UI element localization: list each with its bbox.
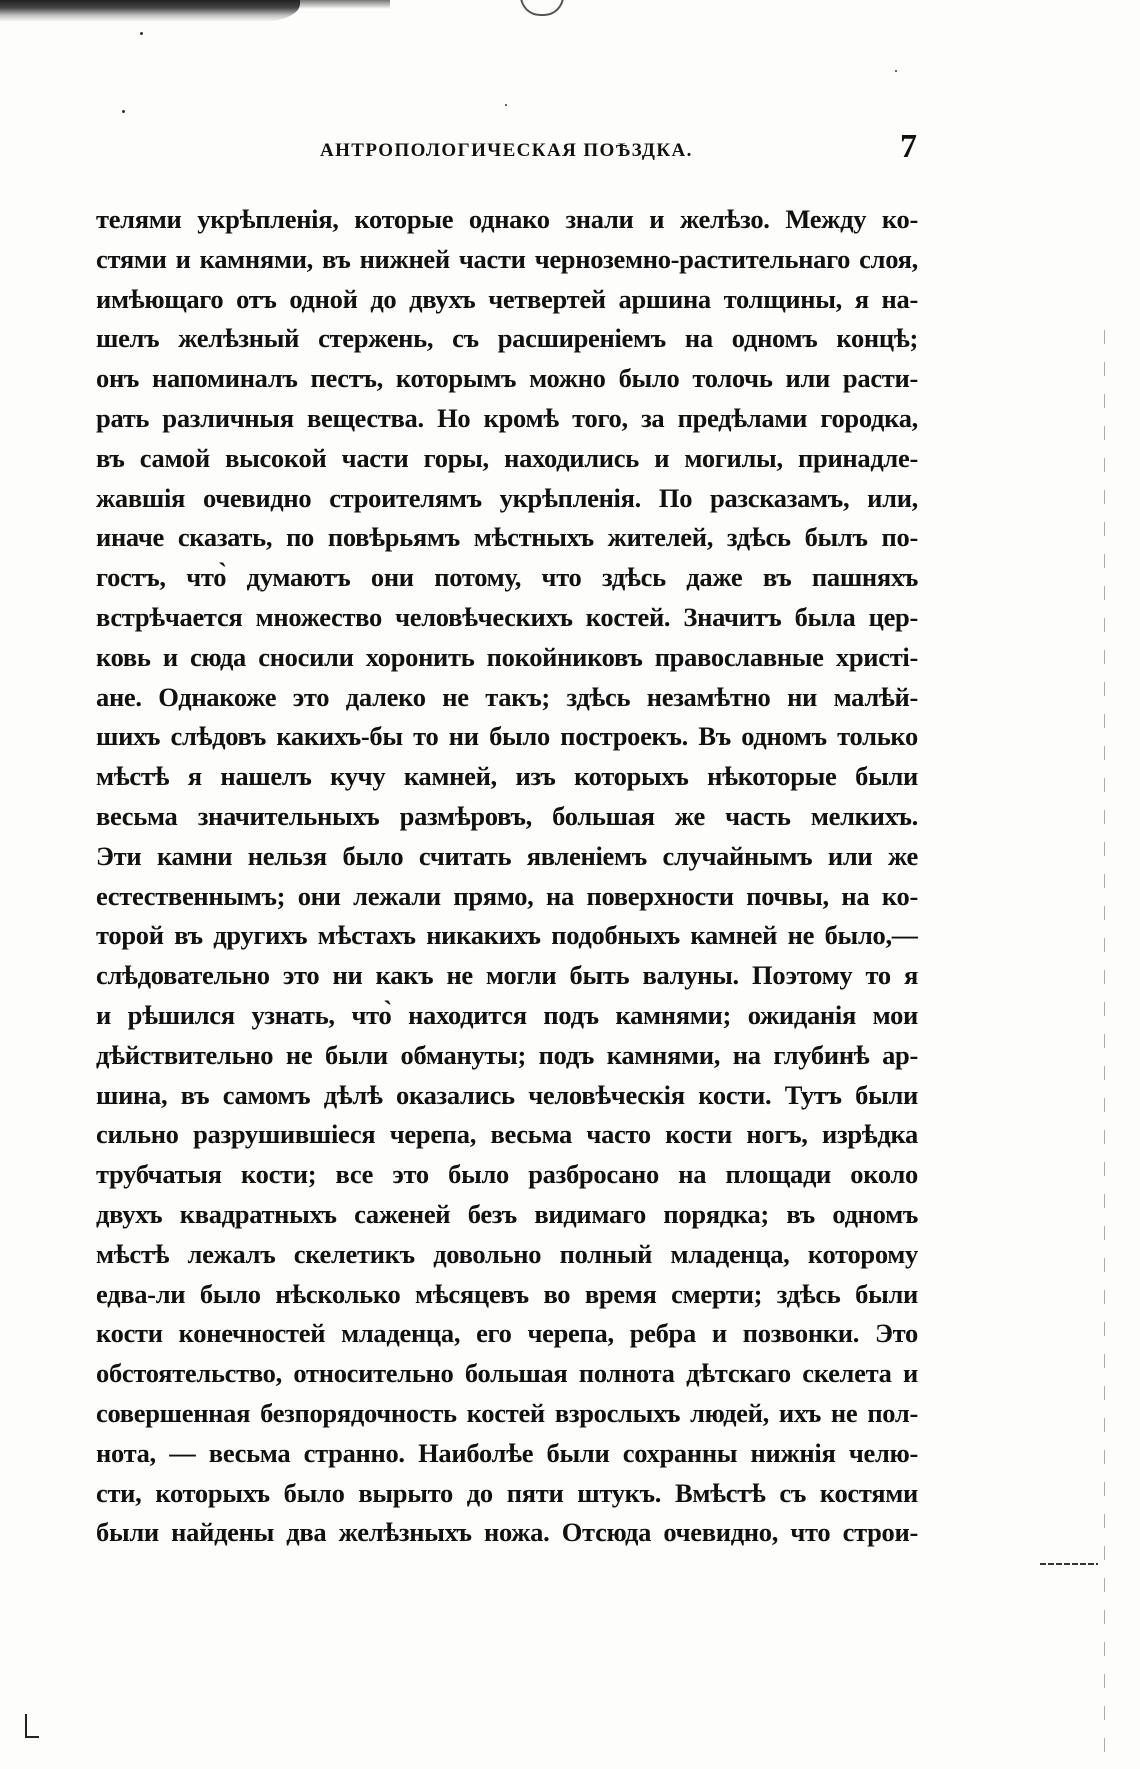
text-line: естественнымъ; они лежали прямо, на поверхности почвы, на ко- [96,880,918,911]
text-line: обстоятельство, относительно большая полнота дѣтскаго скелета и [96,1358,918,1389]
text-line: гостъ, что̀ думаютъ они потому, что здѣсь даже въ пашняхъ [96,562,918,593]
text-line: рать различныя вещества. Но кромѣ того, за предѣлами городка, [96,402,918,433]
text-line: телями укрѣпленія, которые однако знали и желѣзо. Между ко- [96,204,918,234]
text-line: онъ напоминалъ пестъ, которымъ можно было толочь или расти- [96,363,918,394]
text-line: двухъ квадратныхъ саженей безъ видимаго порядка; въ одномъ [96,1198,918,1229]
text-line: стями и камнями, въ нижней части черноземно-растительнаго слоя, [96,243,918,274]
scan-smudge [300,0,390,9]
text-line: торой въ другихъ мѣстахъ никакихъ подобныхъ камней не было,— [96,920,918,951]
text-line: мѣстѣ лежалъ скелетикъ довольно полный младенца, которому [96,1238,918,1269]
text-line: иначе сказать, по повѣрьямъ мѣстныхъ жителей, здѣсь былъ по- [96,522,918,553]
body-text [96,200,918,1553]
text-line: шихъ слѣдовъ какихъ-бы то ни было построекъ. Въ одномъ только [96,721,918,752]
running-head [90,126,920,170]
text-line: едва-ли было нѣсколько мѣсяцевъ во время смерти; здѣсь были [96,1278,918,1309]
scan-speck [505,104,507,106]
text-line: шина, въ самомъ дѣлѣ оказались человѣческія кости. Тутъ были [96,1079,918,1110]
scan-speck [895,70,897,72]
text-line: шелъ желѣзный стержень, съ расширеніемъ на одномъ концѣ; [96,323,918,354]
text-line: встрѣчается множество человѣческихъ костей. Значитъ была цер- [96,601,918,632]
scan-speck [140,32,143,35]
text-line: мѣстѣ я нашелъ кучу камней, изъ которыхъ нѣкоторые были [96,761,918,792]
text-line: сти, которыхъ было вырыто до пяти штукъ. Вмѣстѣ съ костями [96,1477,918,1508]
text-line: кости конечностей младенца, его черепа, ребра и позвонки. Это [96,1318,918,1349]
scan-smudge [0,0,300,22]
scan-speck [122,110,125,113]
text-line: ане. Однакоже это далеко не такъ; здѣсь незамѣтно ни малѣй- [96,681,918,712]
text-line: весьма значительныхъ размѣровъ, большая же часть мелкихъ. [96,800,918,831]
scan-dash [1040,1563,1098,1565]
text-line: въ самой высокой части горы, находились и могилы, принадле- [96,442,918,473]
scan-corner-mark [25,1714,39,1738]
text-line: совершенная безпорядочность костей взрослыхъ людей, ихъ не пол- [96,1397,918,1428]
text-line: нота, — весьма странно. Наиболѣе были сохранны нижнія челю- [96,1437,918,1468]
text-line: были найдены два желѣзныхъ ножа. Отсюда очевидно, что строи- [96,1517,918,1548]
text-line: и рѣшился узнать, что̀ находится подъ камнями; ожиданія мои [96,999,918,1030]
text-line: жавшія очевидно строителямъ укрѣпленія. По разсказамъ, или, [96,482,918,513]
text-line: слѣдовательно это ни какъ не могли быть валуны. Поэтому то я [96,960,918,991]
text-line: дѣйствительно не были обмануты; подъ камнями, на глубинѣ ар- [96,1039,918,1070]
text-line: имѣющаго отъ одной до двухъ четвертей аршина толщины, я на- [96,283,918,314]
page-edge-shadow [1104,330,1105,1769]
text-line: ковь и сюда сносили хоронить покойниковъ православные христі- [96,641,918,672]
text-line: Эти камни нельзя было считать явленіемъ случайнымъ или же [96,840,918,871]
text-line: трубчатыя кости; все это было разбросано на площади около [96,1159,918,1190]
page-number: 7 [900,128,917,165]
scan-mark [520,0,564,16]
text-line: сильно разрушившіеся черепа, весьма часто кости ногъ, изрѣдка [96,1119,918,1150]
running-title: АНТРОПОЛОГИЧЕСКАЯ ПОѢЗДКА. [320,140,693,161]
